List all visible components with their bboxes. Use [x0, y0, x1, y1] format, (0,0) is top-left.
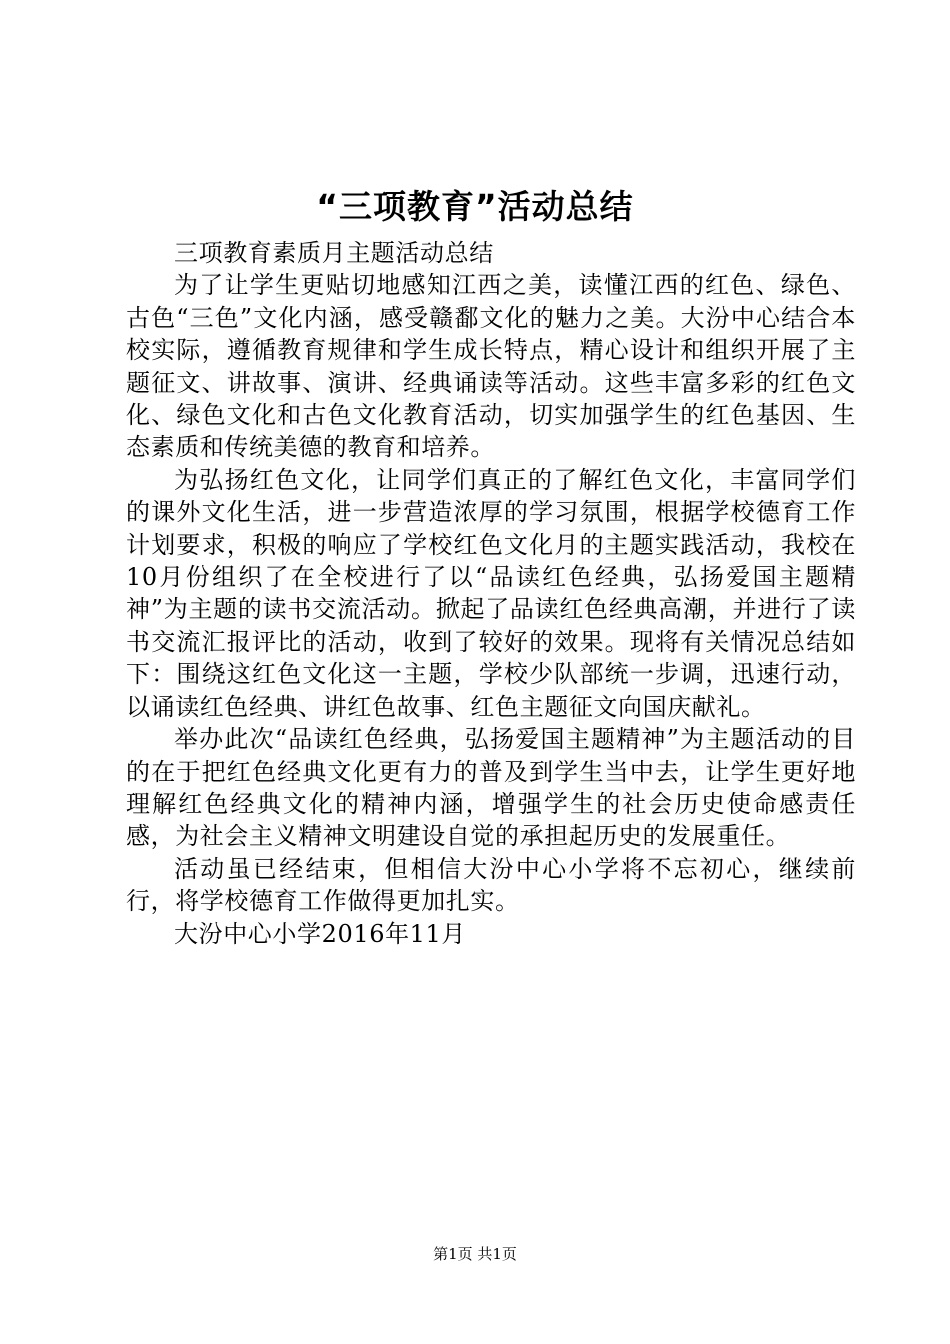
paragraph-1: 为了让学生更贴切地感知江西之美，读懂江西的红色、绿色、古色“三色”文化内涵，感受赣鄱文化的魅力之美。大汾中心结合本校实际，遵循教育规律和学生成长特点，精心设计和组织开展了主题征文、讲故事、演讲、经典诵读等活动。这些丰富多彩的红色文化、绿色文化和古色文化教育活动，切实加强学生的红色基因、生态素质和传统美德的教育和培养。 [126, 271, 856, 462]
paragraph-2: 为弘扬红色文化，让同学们真正的了解红色文化，丰富同学们的课外文化生活，进一步营造浓厚的学习氛围，根据学校德育工作计划要求，积极的响应了学校红色文化月的主题实践活动，我校在10月份组织了在全校进行了以“品读红色经典，弘扬爱国主题精神”为主题的读书交流活动。掀起了品读红色经典高潮，并进行了读书交流汇报评比的活动，收到了较好的效果。现将有关情况总结如下：围绕这红色文化这一主题，学校少队部统一步调，迅速行动，以诵读红色经典、讲红色故事、红色主题征文向国庆献礼。 [126, 465, 856, 721]
signature-line: 大汾中心小学2016年11月 [174, 919, 467, 948]
document-title: “三项教育”活动总结 [316, 187, 634, 226]
paragraph-3: 举办此次“品读红色经典，弘扬爱国主题精神”为主题活动的目的在于把红色经典文化更有力的普及到学生当中去，让学生更好地理解红色经典文化的精神内涵，增强学生的社会历史使命感责任感，为社会主义精神文明建设自觉的承担起历史的发展重任。 [126, 725, 856, 851]
paragraph-4: 活动虽已经结束，但相信大汾中心小学将不忘初心，继续前行，将学校德育工作做得更加扎实。 [126, 854, 856, 916]
page-footer: 第1页 共1页 [433, 1245, 517, 1263]
document-subtitle: 三项教育素质月主题活动总结 [174, 239, 494, 267]
document-body [126, 237, 856, 950]
